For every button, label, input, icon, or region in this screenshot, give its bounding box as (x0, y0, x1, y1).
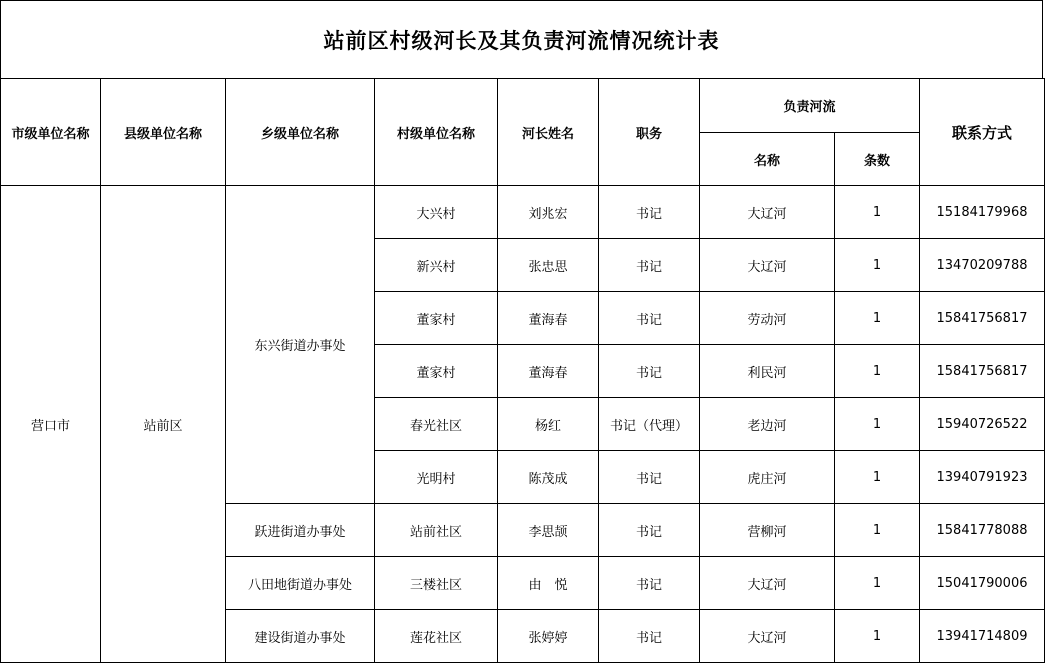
river-count-cell[interactable]: 1 (835, 345, 920, 398)
river-count-cell[interactable]: 1 (835, 239, 920, 292)
village-cell[interactable]: 春光社区 (375, 398, 498, 451)
position-cell[interactable]: 书记 (599, 345, 700, 398)
header-river-count[interactable]: 条数 (835, 133, 920, 186)
position-cell[interactable]: 书记（代理） (599, 398, 700, 451)
header-county-unit[interactable]: 县级单位名称 (101, 79, 226, 186)
village-cell[interactable]: 董家村 (375, 345, 498, 398)
phone-cell[interactable]: 13941714809 (920, 610, 1045, 663)
town-cell[interactable]: 建设街道办事处 (226, 610, 375, 663)
phone-cell[interactable]: 13470209788 (920, 239, 1045, 292)
phone-cell[interactable]: 15940726522 (920, 398, 1045, 451)
village-cell[interactable]: 光明村 (375, 451, 498, 504)
river-name-cell[interactable]: 利民河 (700, 345, 835, 398)
river-count-cell[interactable]: 1 (835, 557, 920, 610)
phone-cell[interactable]: 15184179968 (920, 186, 1045, 239)
chief-cell[interactable]: 李思颉 (498, 504, 599, 557)
village-cell[interactable]: 莲花社区 (375, 610, 498, 663)
header-city-unit[interactable]: 市级单位名称 (1, 79, 101, 186)
header-town-unit[interactable]: 乡级单位名称 (226, 79, 375, 186)
position-cell[interactable]: 书记 (599, 186, 700, 239)
position-cell[interactable]: 书记 (599, 239, 700, 292)
header-chief-name[interactable]: 河长姓名 (498, 79, 599, 186)
chief-cell[interactable]: 由 悦 (498, 557, 599, 610)
river-count-cell[interactable]: 1 (835, 504, 920, 557)
river-name-cell[interactable]: 劳动河 (700, 292, 835, 345)
phone-cell[interactable]: 13940791923 (920, 451, 1045, 504)
village-cell[interactable]: 董家村 (375, 292, 498, 345)
phone-cell[interactable]: 15841778088 (920, 504, 1045, 557)
position-cell[interactable]: 书记 (599, 451, 700, 504)
phone-cell[interactable]: 15041790006 (920, 557, 1045, 610)
village-cell[interactable]: 大兴村 (375, 186, 498, 239)
town-cell[interactable]: 八田地街道办事处 (226, 557, 375, 610)
river-name-cell[interactable]: 大辽河 (700, 557, 835, 610)
title-cell[interactable] (0, 0, 1043, 78)
river-chief-table (0, 78, 1045, 663)
header-village-unit[interactable]: 村级单位名称 (375, 79, 498, 186)
river-name-cell[interactable]: 老边河 (700, 398, 835, 451)
river-name-cell[interactable]: 大辽河 (700, 610, 835, 663)
table-row (1, 186, 1045, 239)
chief-cell[interactable]: 陈茂成 (498, 451, 599, 504)
river-count-cell[interactable]: 1 (835, 451, 920, 504)
header-river-group[interactable]: 负责河流 (700, 79, 920, 133)
position-cell[interactable]: 书记 (599, 610, 700, 663)
chief-cell[interactable]: 张忠思 (498, 239, 599, 292)
position-cell[interactable]: 书记 (599, 557, 700, 610)
city-cell[interactable]: 营口市 (1, 186, 101, 663)
header-river-name[interactable]: 名称 (700, 133, 835, 186)
town-cell[interactable]: 跃进街道办事处 (226, 504, 375, 557)
village-cell[interactable]: 三楼社区 (375, 557, 498, 610)
town-cell[interactable]: 东兴街道办事处 (226, 186, 375, 504)
chief-cell[interactable]: 董海春 (498, 292, 599, 345)
header-contact[interactable]: 联系方式 (920, 79, 1045, 186)
river-name-cell[interactable]: 虎庄河 (700, 451, 835, 504)
river-count-cell[interactable]: 1 (835, 186, 920, 239)
chief-cell[interactable]: 刘兆宏 (498, 186, 599, 239)
chief-cell[interactable]: 张婷婷 (498, 610, 599, 663)
header-row (1, 79, 1045, 133)
phone-cell[interactable]: 15841756817 (920, 345, 1045, 398)
chief-cell[interactable]: 杨红 (498, 398, 599, 451)
river-name-cell[interactable]: 营柳河 (700, 504, 835, 557)
village-cell[interactable]: 站前社区 (375, 504, 498, 557)
position-cell[interactable]: 书记 (599, 292, 700, 345)
chief-cell[interactable]: 董海春 (498, 345, 599, 398)
position-cell[interactable]: 书记 (599, 504, 700, 557)
river-name-cell[interactable]: 大辽河 (700, 186, 835, 239)
river-name-cell[interactable]: 大辽河 (700, 239, 835, 292)
river-count-cell[interactable]: 1 (835, 610, 920, 663)
river-count-cell[interactable]: 1 (835, 398, 920, 451)
river-count-cell[interactable]: 1 (835, 292, 920, 345)
table-title: 站前区村级河长及其负责河流情况统计表 (323, 28, 720, 53)
village-cell[interactable]: 新兴村 (375, 239, 498, 292)
county-cell[interactable]: 站前区 (101, 186, 226, 663)
phone-cell[interactable]: 15841756817 (920, 292, 1045, 345)
header-position[interactable]: 职务 (599, 79, 700, 186)
